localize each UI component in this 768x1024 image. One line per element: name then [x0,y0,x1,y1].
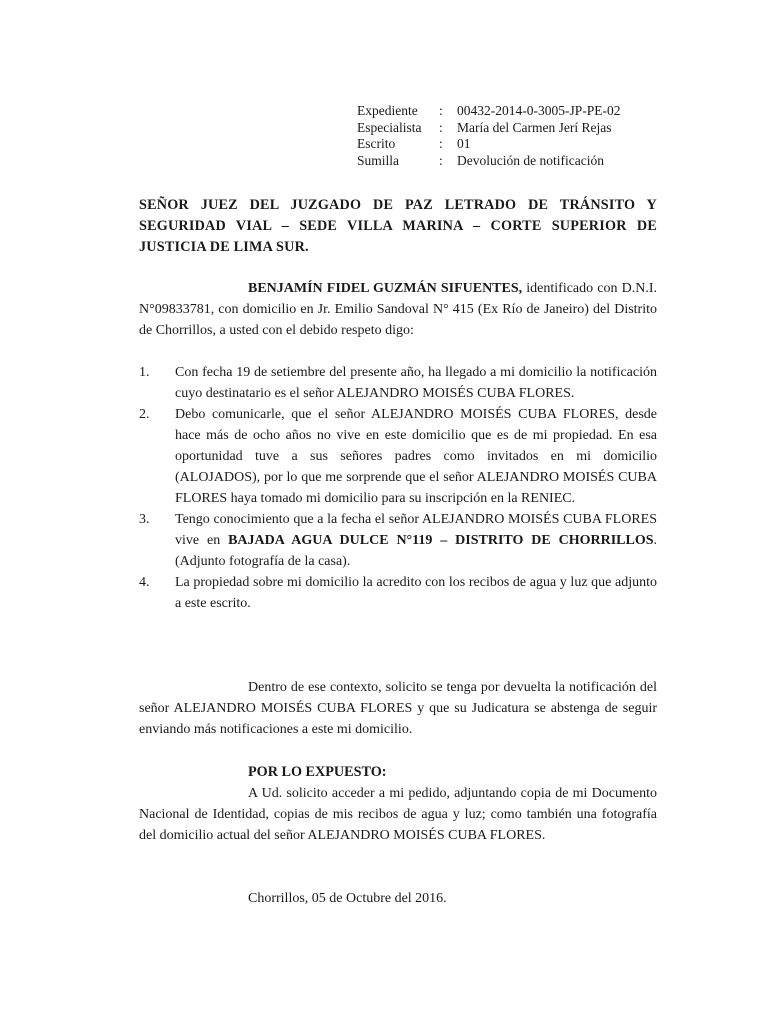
request-paragraph: Dentro de ese contexto, solicito se tenga por devuelta la notificación del señor ALEJANDRO MOISÉS CUBA FLORES y que su Judicatura se abstenga de seguir enviando más notificaciones a este mi domicilio. [139,680,657,737]
list-text-after: . (Adjunto fotografía de la casa). [175,533,657,569]
list-text: Debo comunicarle, que el señor ALEJANDRO MOISÉS CUBA FLORES, desde hace más de ocho años no vive en este domicilio que es de mi propiedad. En esa oportunidad tuve a sus señores padres como invitados en mi domicilio (ALOJADOS), por lo que me sorprende que el señor ALEJANDRO MOISÉS CUBA FLORES haya tomado mi domicilio para su inscripción en la RENIEC. [175,407,657,506]
meta-value: María del Carmen Jerí Rejas [457,119,612,135]
meta-label: Especialista [357,119,422,135]
meta-label: Escrito [357,136,396,151]
list-number: 1. [139,365,150,380]
expuesto-text: A Ud. solicito acceder a mi pedido, adjuntando copia de mi Documento Nacional de Identidad, copias de mis recibos de agua y luz; como también una fotografía del domicilio actual del señor ALEJANDRO MOISÉS CUBA FLORES. [139,786,657,843]
list-number: 3. [139,512,150,527]
list-item [139,362,657,404]
meta-value: Devolución de notificación [457,152,604,168]
meta-colon: : [439,119,443,135]
list-number: 4. [139,575,150,590]
meta-value: 01 [457,136,471,151]
meta-row-especialista [357,120,621,137]
meta-row-sumilla [357,153,621,170]
meta-colon: : [439,136,443,151]
meta-label: Expediente [357,103,418,118]
expuesto-heading: POR LO EXPUESTO: [248,764,387,780]
closing-date: Chorrillos, 05 de Octubre del 2016. [248,891,447,906]
addressee-heading: SEÑOR JUEZ DEL JUZGADO DE PAZ LETRADO DE TRÁNSITO Y SEGURIDAD VIAL – SEDE VILLA MARINA – CORTE SUPERIOR DE JUSTICIA DE LIMA SUR. [139,197,657,255]
case-metadata [357,103,621,169]
intro-text: identificado con D.N.I. N°09833781, con domicilio en Jr. Emilio Sandoval N° 415 (Ex Río de Janeiro) del Distrito de Chorrillos, a usted con el debido respeto digo: [139,281,657,338]
numbered-points [139,362,657,614]
meta-value: 00432-2014-0-3005-JP-PE-02 [457,103,621,118]
list-item [139,509,657,572]
meta-colon: : [439,152,443,168]
list-text: La propiedad sobre mi domicilio la acredito con los recibos de agua y luz que adjunto a este escrito. [175,575,657,611]
meta-row-escrito [357,136,621,153]
meta-row-expediente [357,103,621,120]
list-number: 2. [139,407,150,422]
intro-paragraph [139,278,657,341]
expuesto-paragraph [139,783,657,846]
list-item [139,572,657,614]
meta-colon: : [439,103,443,118]
list-text [175,509,657,572]
petitioner-name: BENJAMÍN FIDEL GUZMÁN SIFUENTES, [248,281,523,296]
list-text-before: Tengo conocimiento que a la fecha el señor ALEJANDRO MOISÉS CUBA FLORES vive en [175,512,657,548]
list-text: Con fecha 19 de setiembre del presente año, ha llegado a mi domicilio la notificación cuyo destinatario es el señor ALEJANDRO MOISÉS CUBA FLORES. [175,365,657,401]
list-item [139,404,657,509]
meta-label: Sumilla [357,152,400,168]
address-bold: BAJADA AGUA DULCE N°119 – DISTRITO DE CHORRILLOS [228,533,654,548]
